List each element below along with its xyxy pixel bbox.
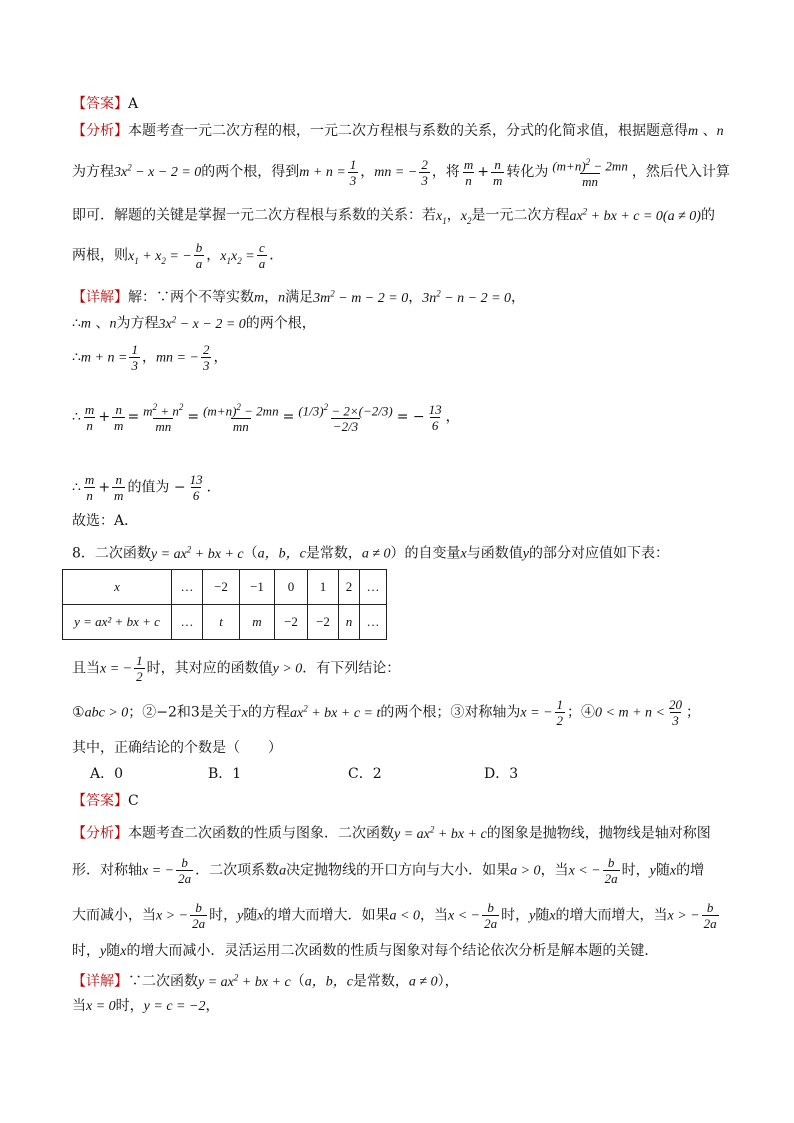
table-cell: 1	[308, 570, 339, 605]
table-cell: …	[172, 570, 203, 605]
q8-answer: C	[128, 793, 139, 809]
q8-text: 时，	[501, 907, 530, 924]
table-cell: …	[360, 605, 387, 640]
q8-text: 随	[243, 907, 258, 924]
q8-text: 的增大而增大．如果	[263, 907, 390, 924]
q7-text: 的两个根，	[245, 315, 316, 332]
option-c[interactable]: C．2	[348, 766, 382, 782]
q8-text: 决定抛物线的开口方向与大小．如果	[286, 862, 511, 879]
table-cell: …	[360, 570, 387, 605]
option-b[interactable]: B．1	[208, 766, 242, 782]
q8-text: 时，其对应的函数值	[146, 660, 273, 677]
analysis-tag: 【分析】	[72, 123, 128, 139]
q8-text: 的增大而增大，当	[555, 907, 668, 924]
q8-text: 时，	[72, 943, 100, 959]
q8-text: 时，	[621, 862, 650, 879]
q8-detail-line-1: 【详解】∵二次函数$y = ax^2$ + bx + c（a，b，c是常数，a ≠ 0），	[72, 972, 459, 990]
q8-condition: 且当x = − $\frac{1}{2}$ 时，其对应的函数值y > 0．有下列结论：	[72, 653, 401, 684]
q8-text: ．二次项系数	[195, 862, 280, 879]
q8-text: （	[243, 545, 258, 562]
table-cell: n	[339, 605, 360, 640]
q7-text: 满足	[285, 289, 314, 306]
table-cell: m	[240, 605, 275, 640]
q8-text: 是常数，	[305, 545, 362, 562]
q8-stem: 8．二次函数$y = ax^2$ + bx + c（a，b，c是常数，a ≠ 0）的自变量x与函数值y的部分对应值如下表：	[72, 544, 669, 562]
table-row	[63, 570, 387, 605]
q8-text: ①	[72, 704, 85, 721]
q8-text: 8．二次函数	[72, 545, 151, 562]
q7-detail-line-5: ∴ $\frac{m}{n}$ + $\frac{n}{m}$ 的值为 − $\frac{13}{6}$ ．	[72, 472, 221, 503]
q7-analysis-text: 本题考查一元二次方程的根，一元二次方程根与系数的关系，分式的化简求值，根据题意得	[128, 123, 688, 139]
q8-text: ；②	[128, 704, 157, 721]
q7-analysis-line-4: 两根，则$x_1 + x_2$ = − $\frac{b}{a}$ ，$x_1x_2$ = $\frac{c}{a}$ ．	[72, 240, 284, 271]
table-cell: x	[63, 570, 172, 605]
q8-text: ．有下列结论：	[302, 660, 401, 677]
q7-text: 为方程	[116, 315, 159, 332]
q7-text: 的值为	[127, 479, 170, 496]
q8-text: 时，	[115, 998, 144, 1014]
q7-text: 转化为	[506, 164, 549, 181]
q8-text: 的增大而减小．灵活运用二次函数的性质与图象对每个结论依次分析是解本题的关键．	[126, 943, 659, 959]
q8-detail-line-2: 当x = 0时，y = c = −2，	[72, 998, 220, 1014]
q7-choice: 故选：A．	[72, 513, 139, 529]
q8-analysis-line-3: 大而减小，当x > − $\frac{b}{2a}$ 时，y随x的增大而增大．如果a < 0，当x < − $\frac{b}{2a}$ 时，y随x的增大而增大，当x > − $\frac{b}{2a}$	[72, 900, 717, 931]
option-d[interactable]: D．3	[484, 766, 519, 782]
q8-answer-line	[72, 790, 139, 812]
q8-text: 本题考查二次函数的性质与图象．二次函数	[128, 825, 394, 842]
q8-analysis-line-4: 时，y随x的增大而减小．灵活运用二次函数的性质与图象对每个结论依次分析是解本题的关键．	[72, 943, 659, 959]
q8-text: 是常数，	[352, 973, 409, 990]
q7-text: 是一元二次方程	[471, 207, 570, 224]
q7-text: 解：∵两个不等实数	[128, 289, 254, 306]
q8-text: 的部分对应值如下表：	[528, 545, 669, 562]
table-cell: …	[172, 605, 203, 640]
analysis-tag: 【分析】	[72, 825, 128, 842]
q8-text: 的方程	[248, 704, 291, 721]
q7-answer: A	[128, 96, 139, 112]
q8-text: ，当	[420, 907, 448, 924]
q8-text: ）的自变量	[390, 545, 461, 562]
q8-text: 和3是关于	[176, 704, 242, 721]
q7-analysis-line-2: 为方程$3x^2 - x - 2 = 0$的两个根，得到m + n = $\frac{1}{3}$ ，mn = − $\frac{2}{3}$ ，将 $\frac{m}{n}$ + $\frac{n}{m}$ 转化为 $\frac{(m+n)^2 - 2mn}{mn}$ ，然后代入计算	[72, 156, 730, 190]
table-cell: 0	[275, 570, 308, 605]
table-cell: −1	[240, 570, 275, 605]
table-cell: −2	[308, 605, 339, 640]
q8-text: ∵二次函数	[128, 973, 198, 990]
table-cell: t	[203, 605, 240, 640]
q7-text: 为方程	[72, 164, 114, 181]
option-a[interactable]: A．0	[90, 766, 124, 782]
q8-text: ，当	[540, 862, 569, 879]
q8-text: 随	[535, 907, 550, 924]
q8-text: ，	[205, 998, 220, 1014]
q8-text: 且当	[72, 660, 100, 677]
q7-detail-line-2: ∴m 、n为方程$3x^2 - x - 2 = 0$的两个根，	[72, 314, 316, 332]
q7-text: 的两个根，得到	[201, 164, 300, 181]
q7-analysis-line-3: 即可．解题的关键是掌握一元二次方程根与系数的关系：若$x_1$，$x_2$是一元二次方程$ax^2$ + bx + c = 0(a ≠ 0)的	[72, 206, 715, 226]
q7-text: 的	[700, 207, 715, 224]
q8-question: 其中，正确结论的个数是（ ）	[72, 740, 282, 756]
q7-answer-line	[72, 93, 138, 115]
q8-text: 的两个根；③对称轴为	[380, 704, 521, 721]
q8-text: ），	[437, 973, 459, 990]
q8-text: 随	[106, 943, 121, 959]
detail-tag: 【详解】	[72, 289, 128, 306]
q7-detail-line-1: 【详解】解：∵两个不等实数m，n满足$3m^2 - m - 2 = 0$，$3n^2 - n - 2 = 0$，	[72, 288, 526, 306]
q8-text: 的图象是抛物线，抛物线是轴对称图	[486, 825, 711, 842]
q8-text: 当	[72, 998, 86, 1014]
table-cell: −2	[203, 570, 240, 605]
q7-text: ，然后代入计算	[631, 164, 730, 181]
q8-text: 大而减小，当	[72, 907, 156, 924]
table-cell: y = ax² + bx + c	[63, 605, 172, 640]
value-table	[62, 569, 387, 640]
table-row	[63, 605, 387, 640]
q8-text: 时，	[209, 907, 238, 924]
answer-tag: 【答案】	[72, 96, 128, 112]
q8-text: 形．对称轴	[72, 862, 142, 879]
detail-tag: 【详解】	[72, 973, 128, 990]
q8-conclusions: ①abc > 0；②−2和3是关于x的方程$ax^2$ + bx + c = t的两个根；③对称轴为x = − $\frac{1}{2}$ ；④0 < m + n < $\frac{20}{3}$ ；	[72, 697, 700, 729]
q8-analysis-line-2: 形．对称轴x = − $\frac{b}{2a}$ ．二次项系数a决定抛物线的开口方向与大小．如果a > 0，当x < − $\frac{b}{2a}$ 时，y随x的增	[72, 855, 705, 886]
q7-text: 即可．解题的关键是掌握一元二次方程根与系数的关系：若	[72, 207, 436, 224]
table-cell: 2	[339, 570, 360, 605]
q7-detail-line-3: ∴m + n = $\frac{1}{3}$ ，mn = − $\frac{2}{3}$ ，	[72, 342, 228, 373]
table-cell: −2	[275, 605, 308, 640]
q8-text: 的增	[676, 862, 705, 879]
q8-analysis-line-1: 【分析】本题考查二次函数的性质与图象．二次函数$y = ax^2$ + bx + c的图象是抛物线，抛物线是轴对称图	[72, 824, 711, 842]
q8-text: 与函数值	[466, 545, 523, 562]
q8-text: ；④	[567, 704, 596, 721]
q8-text: （	[290, 973, 305, 990]
q7-text: ，将	[431, 164, 460, 181]
q7-analysis-line-1: 【分析】本题考查一元二次方程的根，一元二次方程根与系数的关系，分式的化简求值，根据题意得m 、n	[72, 123, 724, 139]
answer-tag: 【答案】	[72, 793, 128, 809]
q8-options	[90, 763, 518, 785]
q7-detail-line-4: ∴ $\frac{m}{n}$ + $\frac{n}{m}$ = $\frac{m^2 + n^2}{mn}$ = $\frac{(m+n)^2 - 2mn}{mn}$ = $\frac{(1/3)^2 - 2\times(-2/3)}{-2/3}$ = − $\frac{13}{6}$ ，	[72, 401, 460, 435]
q8-text: 随	[655, 862, 670, 879]
q7-text: 两根，则	[72, 247, 128, 264]
